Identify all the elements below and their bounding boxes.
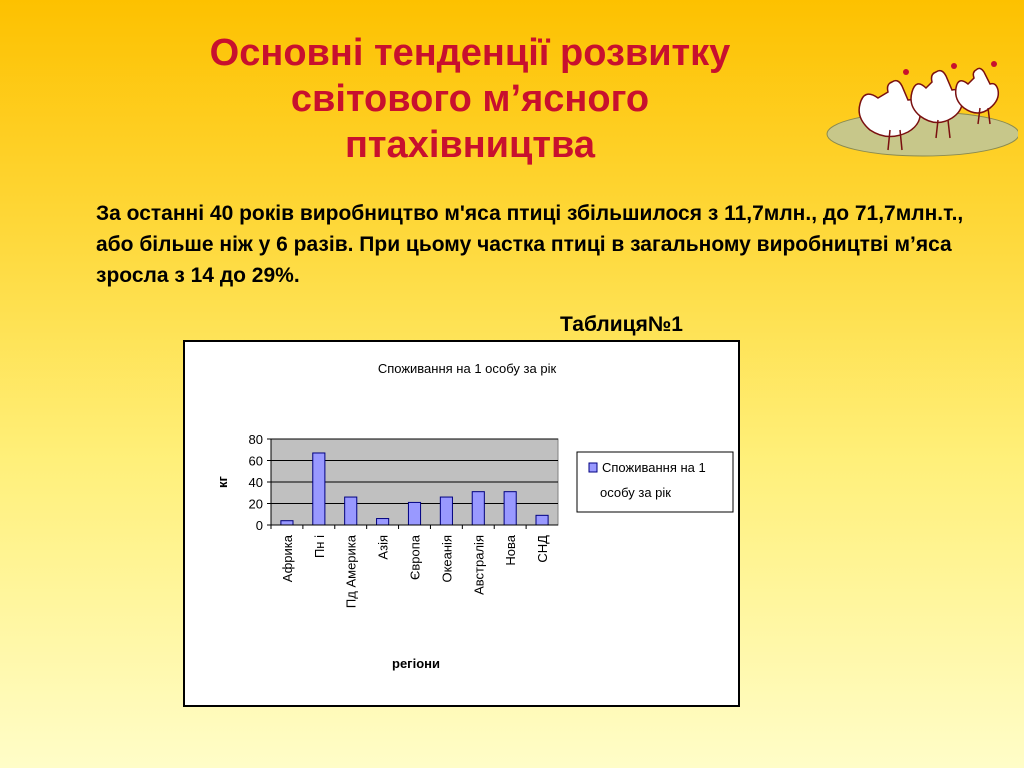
x-tick-label: Пд Америка xyxy=(343,535,359,609)
y-axis-label: кг xyxy=(215,476,230,488)
bar-6 xyxy=(440,497,452,525)
chart-title: Споживання на 1 особу за рік xyxy=(377,361,557,376)
x-tick-label: СНД xyxy=(535,535,551,563)
y-tick-label: 80 xyxy=(248,432,263,447)
bar-1 xyxy=(281,521,293,525)
legend-swatch xyxy=(589,463,597,472)
chart-legend xyxy=(577,452,733,512)
bar-4 xyxy=(377,519,389,525)
bar-7 xyxy=(472,492,484,525)
x-tick-label: Пн і xyxy=(311,535,327,559)
x-tick-label: Австралія xyxy=(471,535,487,595)
x-tick-label: Нова xyxy=(503,535,519,566)
x-tick-label: Африка xyxy=(279,535,295,583)
table-label: Таблиця№1 xyxy=(560,313,683,336)
chart-frame xyxy=(183,340,740,707)
x-tick-label: Європа xyxy=(407,535,423,580)
bar-9 xyxy=(536,515,548,525)
y-tick-label: 40 xyxy=(248,475,263,490)
y-tick-label: 20 xyxy=(248,496,263,512)
slide-title: Основні тенденції розвитку світового м’ясного птахівництва xyxy=(209,32,731,166)
legend-line-2: особу за рік xyxy=(600,485,671,500)
bar-5 xyxy=(408,502,420,525)
legend-line-1: Споживання на 1 xyxy=(602,460,706,475)
x-axis-label: регіони xyxy=(392,656,440,671)
bar-8 xyxy=(504,492,516,525)
y-tick-label: 0 xyxy=(255,518,263,533)
bar-2 xyxy=(313,453,325,525)
bar-chart xyxy=(185,342,738,705)
chickens-illustration xyxy=(818,58,1018,162)
x-tick-label: Океанія xyxy=(439,535,455,583)
x-tick-label: Азія xyxy=(375,535,391,560)
slide-body-text: За останні 40 років виробництво м'яса птиці збільшилося з 11,7млн., до 71,7млн.т., або більше ніж у 6 разів. При цьому частка птиці в загальному виробництві м’яса зросла з 14 до 29%. xyxy=(96,202,964,287)
y-tick-label: 60 xyxy=(248,453,263,469)
bar-3 xyxy=(345,497,357,525)
